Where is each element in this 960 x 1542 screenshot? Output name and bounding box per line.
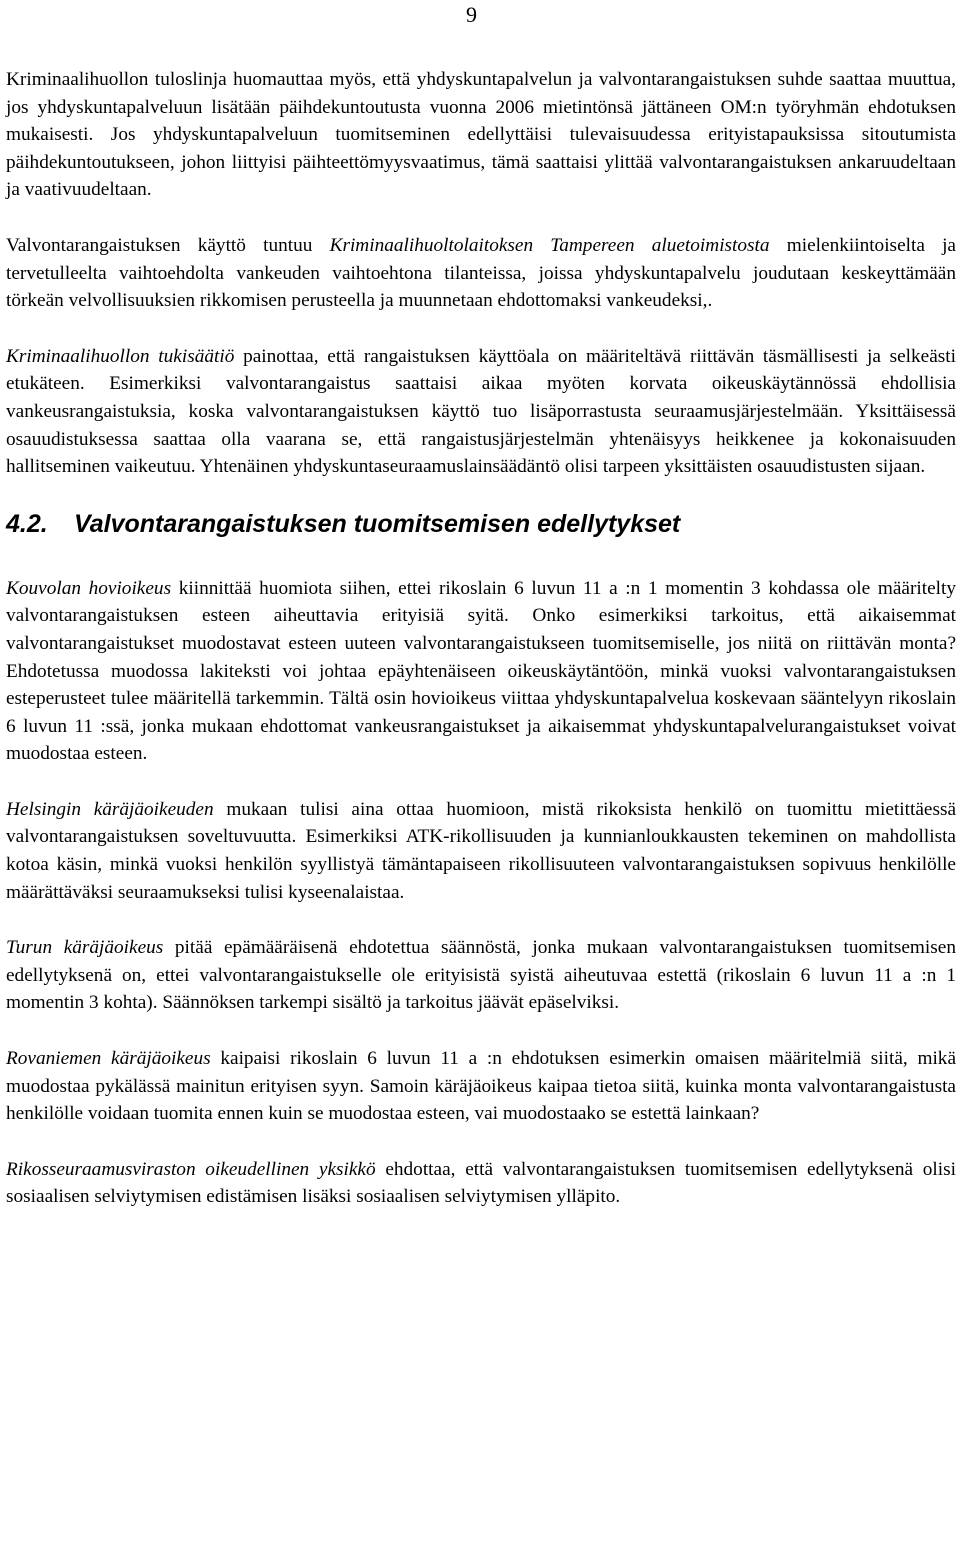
paragraph-tampere [6, 232, 956, 315]
section-number: 4.2. [6, 509, 48, 538]
body-text [6, 66, 956, 1239]
organization-name: Helsingin käräjäoikeuden [6, 798, 214, 820]
paragraph-text: ehdottaa, että valvontarangaistuksen tuomitsemisen edellytyksenä olisi sosiaalisen selviytymisen edistämisen lisäksi sosiaalisen selviytymisen ylläpito. [6, 1158, 956, 1208]
organization-name: Turun käräjäoikeus [6, 937, 164, 959]
paragraph-text: kiinnittää huomiota siihen, ettei rikoslain 6 luvun 11 a :n 1 momentin 3 kohdassa ole määritelty valvontarangaistuksen esteen aiheuttavia erityisiä syitä. Onko esimerkiksi tarkoitus, että aikaisemmat valvontarangaistukset muodostavat esteen uuteen valvontarangaistukseen tuomitsemiselle, jos niitä on riittävän monta? Ehdotetussa muodossa lakiteksti voi johtaa epäyhtenäiseen oikeuskäytäntöön, minkä vuoksi valvontarangaistuksen esteperusteet tulee määritellä tarkemmin. Tältä osin hovioikeus viittaa yhdyskuntapalvelua koskevaan sääntelyyn rikoslain 6 luvun 11 :ssä, jonka mukaan ehdottomat vankeusrangaistukset ja aikaisemmat yhdyskuntapalvelurangaistukset voivat muodostaa esteen. [6, 577, 956, 765]
paragraph-kouvola [6, 575, 956, 768]
paragraph-tukisaatio [6, 343, 956, 481]
paragraph-text: painottaa, että rangaistuksen käyttöala on määriteltävä riittävän täsmällisesti ja selkeästi etukäteen. Esimerkiksi valvontarangaistus saattaisi aikaa myöten korvata oikeuskäytännössä ehdollisia vankeusrangaistuksia, koska valvontarangaistuksen käyttö tuo lisäporrastusta seuraamusjärjestelmään. Yksittäisessä osauudistuksessa saattaa olla vaarana se, että rangaistusjärjestelmän yhtenäisyys heikkenee ja kokonaisuuden hallitseminen vaikeutuu. Yhtenäinen yhdyskuntaseuraamuslainsäädäntö olisi tarpeen yksittäisten osauudistusten sijaan. [6, 345, 957, 478]
paragraph-text: mukaan tulisi aina ottaa huomioon, mistä rikoksista henkilö on tuomittu mietittäessä valvontarangaistuksen soveltuvuutta. Esimerkiksi ATK-rikollisuuden ja kunnianloukkausten tekeminen on mahdollista kotoa käsin, minkä vuoksi henkilön syyllistyä tämäntapaiseen rikollisuuteen valvontarangaistuksen sopivuus henkilölle määrättäväksi seuraamukseksi tulisi kyseenalaistaa. [6, 798, 957, 903]
paragraph-text: Kriminaalihuollon tuloslinja huomauttaa myös, että yhdyskuntapalvelun ja valvontarangaistuksen suhde saattaa muuttua, jos yhdyskuntapalveluun lisätään päihdekuntoutusta vuonna 2006 mietintönsä jättäneen OM:n työryhmän ehdotuksen mukaisesti. Jos yhdyskuntapalveluun tuomitseminen edellyttäisi tulevaisuudessa erityistapauksissa sitoutumista päihdekuntoutukseen, johon liittyisi päihteettömyysvaatimus, tämä saattaisi ylittää valvontarangaistuksen ankaruudeltaan ja vaativuudeltaan. [6, 69, 956, 201]
paragraph-turku [6, 934, 956, 1017]
organization-name: Rovaniemen käräjäoikeus [6, 1048, 211, 1070]
paragraph-rikosseuraamusvirasto [6, 1156, 956, 1211]
organization-name: Rikosseuraamusviraston oikeudellinen yksikkö [6, 1158, 376, 1180]
paragraph-tuloslinja [6, 66, 956, 204]
paragraph-text: pitää epämääräisenä ehdotettua säännöstä, jonka mukaan valvontarangaistuksen tuomitsemisen edellytyksenä on, ettei valvontarangaistukselle ole erityisistä syistä aiheutuvaa estettä (rikoslain 6 luvun 11 a :n 1 momentin 3 kohta). Säännöksen tarkempi sisältö ja tarkoitus jäävät epäselviksi. [6, 937, 956, 1014]
paragraph-rovaniemi [6, 1045, 956, 1128]
organization-name: Kriminaalihuoltolaitoksen Tampereen aluetoimistosta [329, 234, 770, 256]
paragraph-text: mielenkiintoiselta ja tervetulleelta vaihtoehdolta vankeuden vaihtoehtona tilanteissa, joissa yhdyskuntapalvelu joudutaan keskeyttämään törkeän velvollisuuksien rikkomisen perusteella ja muunnetaan ehdottomaksi vankeudeksi,. [6, 234, 956, 312]
section-heading [6, 509, 956, 539]
paragraph-text: kaipaisi rikoslain 6 luvun 11 a :n ehdotuksen esimerkin omaisen määritelmiä siitä, mikä muodostaa pykälässä mainitun erityisen syyn. Samoin käräjäoikeus kaipaa tietoa siitä, kuinka monta valvontarangaistusta henkilölle voidaan tuomita ennen kuin se muodostaa esteen, vai muodostaako se estettä lainkaan? [6, 1048, 957, 1125]
page-number: 9 [466, 2, 477, 27]
paragraph-helsinki [6, 796, 956, 906]
organization-name: Kouvolan hovioikeus [6, 577, 172, 599]
paragraph-text: Valvontarangaistuksen käyttö tuntuu [6, 234, 330, 256]
section-title: Valvontarangaistuksen tuomitsemisen edellytykset [74, 509, 681, 538]
organization-name: Kriminaalihuollon tukisäätiö [6, 345, 235, 367]
